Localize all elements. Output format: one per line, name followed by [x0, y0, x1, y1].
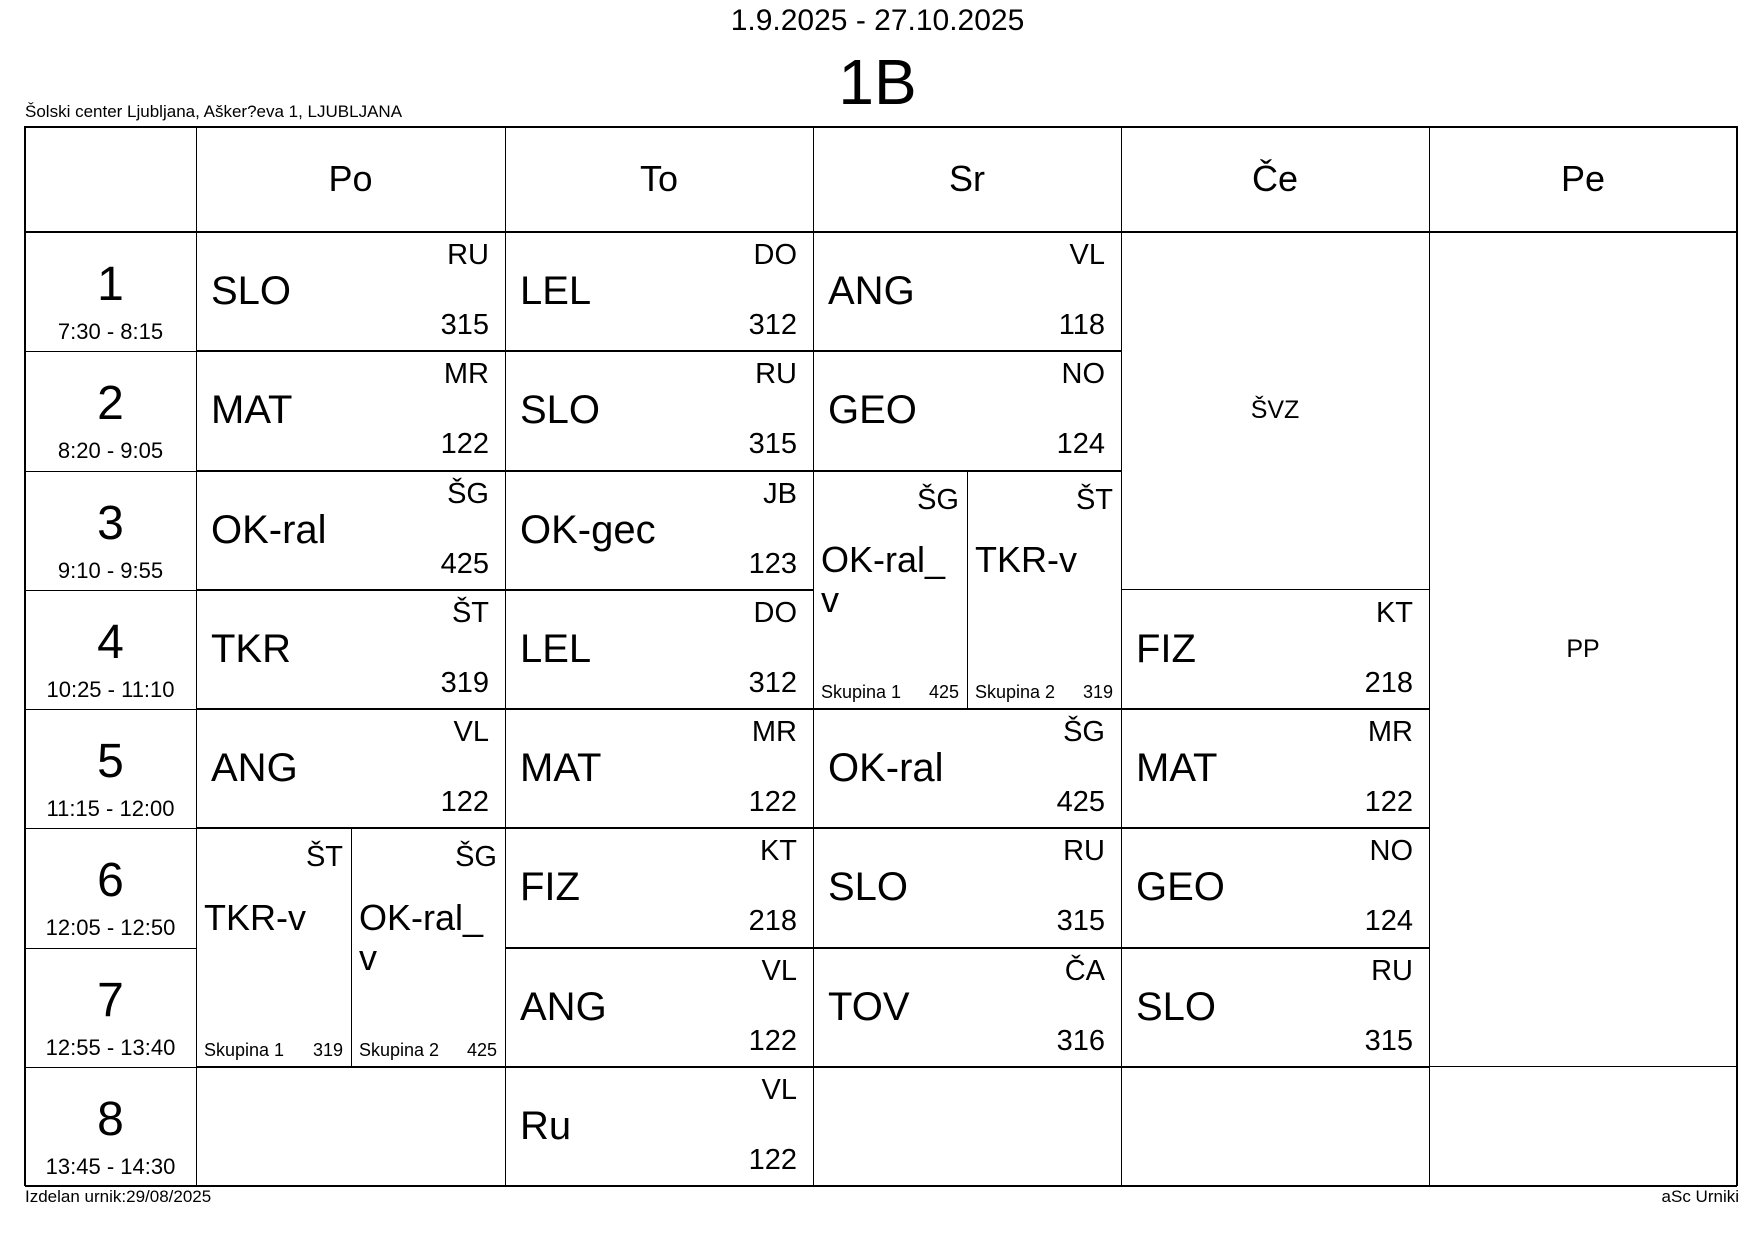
row-divider	[25, 709, 196, 710]
cell-border	[813, 1066, 1121, 1068]
group-lesson-cell	[813, 471, 967, 710]
subject-name: TKR-v	[204, 896, 306, 938]
lesson-cell	[813, 232, 1121, 351]
period-time: 11:15 - 12:00	[46, 796, 175, 821]
lesson-cell	[813, 709, 1121, 828]
day-header-4: Pe	[1560, 158, 1606, 199]
table-right-border	[1736, 126, 1738, 1186]
teacher-code: VL	[1069, 239, 1105, 271]
teacher-code: DO	[753, 596, 797, 629]
period-cell	[25, 590, 196, 709]
group-lesson-cell	[196, 828, 351, 1067]
cell-border	[813, 708, 1121, 710]
room-number: 124	[1056, 428, 1105, 461]
period-number: 8	[97, 1092, 124, 1146]
group-label: Skupina 1	[821, 682, 902, 702]
period-time: 12:05 - 12:50	[45, 915, 176, 941]
room-number: 425	[1056, 786, 1105, 818]
room-number: 315	[1056, 905, 1105, 938]
subject-name: SLO	[1136, 984, 1217, 1029]
subject-name: ANG	[520, 984, 607, 1029]
column-divider	[196, 126, 197, 1186]
room-number: 118	[1058, 309, 1105, 341]
subject-name: OK-ral	[211, 507, 327, 552]
teacher-code: ŠG	[917, 483, 959, 516]
subject-name: SLO	[211, 269, 292, 313]
cell-border	[1121, 1066, 1429, 1068]
period-time: 9:10 - 9:55	[57, 557, 164, 583]
room-number: 122	[748, 786, 797, 818]
table-left-border	[24, 126, 26, 1186]
subject-name: MAT	[1136, 746, 1218, 790]
teacher-code: ČA	[1064, 954, 1105, 987]
period-cell	[25, 1067, 196, 1186]
teacher-code: VL	[453, 716, 489, 748]
subject-name: OK-ral_v	[359, 896, 484, 978]
teacher-code: RU	[755, 358, 797, 391]
group-label: Skupina 2	[359, 1039, 440, 1060]
day-header-3: Če	[1251, 158, 1299, 199]
table-top-border	[25, 126, 1737, 128]
room-number: 315	[748, 428, 797, 461]
period-time: 10:25 - 11:10	[46, 676, 175, 702]
teacher-code: MR	[443, 358, 489, 391]
date-range: 1.9.2025 - 27.10.2025	[730, 4, 1025, 37]
period-cell	[25, 709, 196, 828]
subject-name: OK-gec	[520, 507, 656, 552]
room-number: 123	[748, 547, 797, 580]
room-number: 218	[748, 905, 797, 938]
block-event: PP	[1566, 634, 1600, 663]
teacher-code: RU	[1063, 835, 1105, 868]
cell-border	[196, 1066, 505, 1068]
period-time: 12:55 - 13:40	[45, 1034, 176, 1060]
subject-name: TKR	[211, 626, 291, 671]
subject-name: TKR-v	[975, 538, 1077, 580]
lesson-cell	[813, 948, 1121, 1067]
school-name: Šolski center Ljubljana, Ašker?eva 1, LJUBLJANA	[25, 102, 403, 121]
subject-name: OK-ral_v	[821, 538, 946, 620]
teacher-code: ŠG	[455, 841, 497, 874]
row-divider	[25, 1067, 196, 1068]
group-divider	[351, 828, 352, 1067]
subject-name: ANG	[211, 746, 298, 790]
lesson-cell	[505, 471, 813, 590]
teacher-code: VL	[761, 954, 797, 987]
lesson-cell	[196, 232, 505, 351]
subject-name: GEO	[1136, 865, 1225, 910]
group-divider	[967, 471, 968, 710]
teacher-code: ŠT	[1075, 483, 1113, 516]
period-time: 13:45 - 14:30	[45, 1153, 176, 1179]
room-number: 122	[748, 1143, 797, 1176]
row-divider	[25, 948, 196, 949]
room-number: 122	[1364, 786, 1413, 818]
period-time: 7:30 - 8:15	[57, 319, 164, 344]
row-divider	[25, 351, 196, 352]
class-name: 1B	[838, 46, 917, 118]
lesson-cell	[505, 828, 813, 947]
row-divider	[25, 590, 196, 591]
subject-name: FIZ	[520, 865, 580, 910]
teacher-code: RU	[1371, 954, 1413, 987]
room-number: 319	[1082, 682, 1113, 702]
column-divider	[505, 126, 506, 1186]
created-date: Izdelan urnik:29/08/2025	[25, 1187, 212, 1206]
teacher-code: DO	[753, 239, 797, 271]
teacher-code: ŠG	[1063, 716, 1105, 748]
room-number: 315	[1364, 1024, 1413, 1057]
subject-name: LEL	[520, 626, 592, 671]
teacher-code: ŠT	[451, 596, 489, 629]
period-number: 1	[97, 258, 124, 311]
cell-border	[1121, 589, 1429, 590]
lesson-cell	[505, 948, 813, 1067]
room-number: 425	[928, 682, 959, 702]
group-label: Skupina 2	[975, 682, 1056, 702]
room-number: 124	[1364, 905, 1413, 938]
period-number: 5	[97, 735, 124, 788]
period-number: 4	[97, 615, 124, 669]
teacher-code: KT	[759, 835, 797, 868]
period-cell	[25, 232, 196, 351]
period-cell	[25, 351, 196, 470]
period-number: 6	[97, 854, 124, 908]
teacher-code: MR	[751, 716, 797, 748]
subject-name: FIZ	[1136, 626, 1196, 671]
room-number: 218	[1364, 666, 1413, 699]
subject-name: MAT	[520, 746, 602, 790]
teacher-code: NO	[1061, 358, 1105, 391]
lesson-cell	[505, 351, 813, 470]
lesson-cell	[196, 709, 505, 828]
subject-name: LEL	[520, 269, 592, 313]
teacher-code: JB	[763, 477, 797, 510]
subject-name: OK-ral	[828, 746, 944, 790]
row-divider	[25, 471, 196, 472]
column-divider	[813, 126, 814, 1186]
room-number: 122	[748, 1024, 797, 1057]
lesson-cell	[505, 1067, 813, 1186]
period-number: 7	[97, 973, 124, 1027]
period-cell	[25, 948, 196, 1067]
room-number: 319	[440, 666, 489, 699]
period-cell	[25, 828, 196, 947]
room-number: 312	[748, 666, 797, 699]
room-number: 312	[748, 309, 797, 341]
day-header-1: To	[639, 158, 679, 199]
subject-name: MAT	[211, 388, 293, 433]
teacher-code: RU	[447, 239, 489, 271]
room-number: 122	[440, 786, 489, 818]
room-number: 425	[440, 547, 489, 580]
block-event: ŠVZ	[1250, 396, 1300, 425]
row-divider	[25, 828, 196, 829]
column-divider	[1121, 126, 1122, 1186]
lesson-cell	[505, 709, 813, 828]
subject-name: SLO	[520, 388, 601, 433]
cell-border	[1429, 1066, 1737, 1067]
subject-name: TOV	[828, 984, 910, 1029]
room-number: 319	[312, 1039, 343, 1060]
period-number: 2	[97, 377, 124, 431]
column-divider	[1429, 126, 1430, 1186]
lesson-cell	[196, 471, 505, 590]
room-number: 425	[466, 1039, 497, 1060]
lesson-cell	[196, 590, 505, 709]
lesson-cell	[813, 351, 1121, 470]
day-header-2: Sr	[949, 158, 985, 199]
lesson-cell	[1121, 590, 1429, 709]
period-time: 8:20 - 9:05	[57, 438, 164, 464]
lesson-cell	[505, 232, 813, 351]
header-bottom-border	[25, 231, 1737, 233]
teacher-code: VL	[761, 1073, 797, 1106]
group-lesson-cell	[351, 828, 505, 1067]
period-number: 3	[97, 496, 124, 550]
subject-name: Ru	[520, 1103, 572, 1148]
subject-name: SLO	[828, 865, 909, 910]
lesson-cell	[1121, 828, 1429, 947]
lesson-cell	[1121, 709, 1429, 828]
room-number: 122	[440, 428, 489, 461]
teacher-code: NO	[1369, 835, 1413, 868]
teacher-code: ŠT	[305, 841, 343, 874]
lesson-cell	[196, 351, 505, 470]
software-credit: aSc Urniki	[1661, 1187, 1739, 1206]
lesson-cell	[1121, 948, 1429, 1067]
subject-name: ANG	[828, 269, 915, 313]
period-cell	[25, 471, 196, 590]
teacher-code: ŠG	[447, 477, 489, 510]
group-lesson-cell	[967, 471, 1121, 710]
teacher-code: MR	[1367, 716, 1413, 748]
subject-name: GEO	[828, 388, 917, 433]
group-label: Skupina 1	[204, 1039, 285, 1060]
lesson-cell	[505, 590, 813, 709]
day-header-0: Po	[328, 158, 373, 199]
table-bottom-border	[25, 1185, 1737, 1187]
teacher-code: KT	[1375, 596, 1413, 629]
lesson-cell	[813, 828, 1121, 947]
room-number: 315	[440, 309, 489, 341]
room-number: 316	[1056, 1024, 1105, 1057]
